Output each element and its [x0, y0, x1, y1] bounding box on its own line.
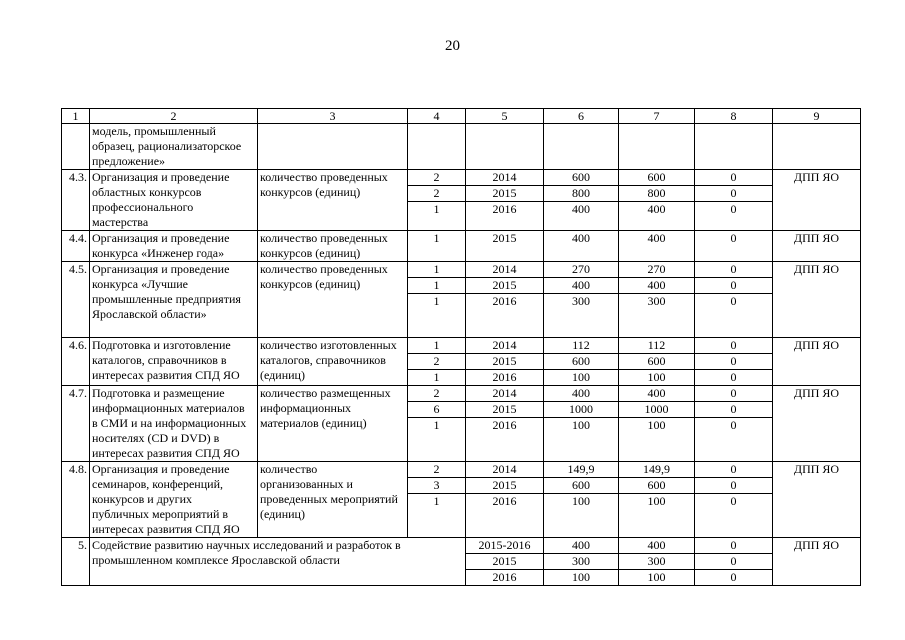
year-cell: 2015: [466, 478, 544, 494]
table-row: [62, 231, 861, 262]
row-number: 4.6.: [62, 338, 90, 386]
funding-source: ДПП ЯО: [773, 231, 861, 262]
row-number: 4.8.: [62, 462, 90, 538]
header-cell: 7: [619, 109, 695, 124]
amount-cell: 300: [619, 294, 695, 338]
row-number: 4.7.: [62, 386, 90, 462]
funding-source: ДПП ЯО: [773, 538, 861, 586]
continuation-text: модель, промышленный образец, рационализаторское предложение»: [90, 124, 258, 170]
indicator-value: 2: [408, 354, 466, 370]
amount-cell: 0: [695, 370, 773, 386]
amount-cell: 0: [695, 386, 773, 402]
amount-cell: 0: [695, 494, 773, 538]
indicator-value: 1: [408, 202, 466, 231]
funding-source: ДПП ЯО: [773, 262, 861, 338]
table-row: [62, 170, 861, 186]
amount-cell: 100: [544, 570, 619, 586]
indicator-name: количество проведенных конкурсов (единиц): [258, 170, 408, 231]
indicator-value: 1: [408, 418, 466, 462]
table-row: [62, 262, 861, 278]
header-row: [62, 109, 861, 124]
amount-cell: 600: [544, 170, 619, 186]
year-cell: 2016: [466, 418, 544, 462]
amount-cell: 0: [695, 478, 773, 494]
indicator-value: 1: [408, 294, 466, 338]
table-row: [62, 338, 861, 354]
amount-cell: 400: [544, 278, 619, 294]
amount-cell: 0: [695, 294, 773, 338]
amount-cell: 100: [544, 494, 619, 538]
amount-cell: 0: [695, 231, 773, 262]
amount-cell: 0: [695, 170, 773, 186]
year-cell: 2015: [466, 554, 544, 570]
amount-cell: 149,9: [544, 462, 619, 478]
amount-cell: 0: [695, 462, 773, 478]
indicator-value: 2: [408, 186, 466, 202]
year-cell: 2014: [466, 262, 544, 278]
funding-source: ДПП ЯО: [773, 170, 861, 231]
amount-cell: 800: [544, 186, 619, 202]
indicator-value: 3: [408, 478, 466, 494]
row-number: 4.4.: [62, 231, 90, 262]
measure-name: Организация и проведение конкурса «Лучшие промышленные предприятия Ярославской области»: [90, 262, 258, 338]
indicator-value: 1: [408, 494, 466, 538]
amount-cell: 0: [695, 354, 773, 370]
cell-empty: [408, 124, 466, 170]
amount-cell: 600: [544, 478, 619, 494]
amount-cell: 0: [695, 554, 773, 570]
table-row: [62, 462, 861, 478]
year-cell: 2016: [466, 294, 544, 338]
amount-cell: 600: [544, 354, 619, 370]
row-number: 5.: [62, 538, 90, 586]
funding-source: ДПП ЯО: [773, 462, 861, 538]
cell-empty: [62, 124, 90, 170]
amount-cell: 400: [544, 202, 619, 231]
amount-cell: 300: [619, 554, 695, 570]
year-cell: 2016: [466, 570, 544, 586]
year-cell: 2016: [466, 370, 544, 386]
amount-cell: 600: [619, 478, 695, 494]
indicator-name: количество проведенных конкурсов (единиц): [258, 262, 408, 338]
year-cell: 2015: [466, 402, 544, 418]
amount-cell: 100: [619, 494, 695, 538]
cell-empty: [466, 124, 544, 170]
row-number: 4.5.: [62, 262, 90, 338]
amount-cell: 1000: [544, 402, 619, 418]
amount-cell: 400: [544, 538, 619, 554]
header-cell: 1: [62, 109, 90, 124]
measure-name: Содействие развитию научных исследований и разработок в промышленном комплексе Ярославской области: [90, 538, 466, 586]
table-body: [62, 109, 861, 586]
measure-name: Организация и проведение областных конкурсов профессионального мастерства: [90, 170, 258, 231]
header-cell: 2: [90, 109, 258, 124]
indicator-value: 6: [408, 402, 466, 418]
indicator-value: 1: [408, 262, 466, 278]
amount-cell: 800: [619, 186, 695, 202]
amount-cell: 400: [544, 231, 619, 262]
cell-empty: [544, 124, 619, 170]
header-cell: 9: [773, 109, 861, 124]
amount-cell: 600: [619, 354, 695, 370]
amount-cell: 100: [619, 418, 695, 462]
cell-empty: [695, 124, 773, 170]
year-cell: 2015: [466, 231, 544, 262]
continuation-row: [62, 124, 861, 170]
year-cell: 2014: [466, 462, 544, 478]
indicator-value: 1: [408, 370, 466, 386]
amount-cell: 100: [619, 370, 695, 386]
amount-cell: 270: [544, 262, 619, 278]
cell-empty: [773, 124, 861, 170]
year-cell: 2015: [466, 186, 544, 202]
amount-cell: 0: [695, 278, 773, 294]
amount-cell: 100: [544, 418, 619, 462]
amount-cell: 400: [619, 231, 695, 262]
indicator-value: 2: [408, 170, 466, 186]
indicator-value: 2: [408, 462, 466, 478]
indicator-value: 1: [408, 278, 466, 294]
program-table: [61, 108, 861, 586]
header-cell: 5: [466, 109, 544, 124]
cell-empty: [619, 124, 695, 170]
amount-cell: 100: [544, 370, 619, 386]
amount-cell: 600: [619, 170, 695, 186]
row-number: 4.3.: [62, 170, 90, 231]
indicator-name: количество изготовленных каталогов, справочников (единиц): [258, 338, 408, 386]
amount-cell: 300: [544, 294, 619, 338]
table-row: [62, 538, 861, 554]
indicator-value: 2: [408, 386, 466, 402]
year-cell: 2014: [466, 338, 544, 354]
amount-cell: 300: [544, 554, 619, 570]
year-cell: 2016: [466, 202, 544, 231]
funding-source: ДПП ЯО: [773, 338, 861, 386]
amount-cell: 0: [695, 338, 773, 354]
amount-cell: 0: [695, 538, 773, 554]
amount-cell: 0: [695, 262, 773, 278]
amount-cell: 112: [544, 338, 619, 354]
amount-cell: 1000: [619, 402, 695, 418]
header-cell: 6: [544, 109, 619, 124]
indicator-value: 1: [408, 231, 466, 262]
amount-cell: 0: [695, 418, 773, 462]
indicator-name: количество размещенных информационных материалов (единиц): [258, 386, 408, 462]
amount-cell: 400: [619, 386, 695, 402]
amount-cell: 149,9: [619, 462, 695, 478]
year-cell: 2014: [466, 386, 544, 402]
amount-cell: 0: [695, 570, 773, 586]
header-cell: 8: [695, 109, 773, 124]
amount-cell: 400: [619, 278, 695, 294]
year-cell: 2015: [466, 278, 544, 294]
amount-cell: 100: [619, 570, 695, 586]
amount-cell: 0: [695, 202, 773, 231]
amount-cell: 0: [695, 186, 773, 202]
year-cell: 2014: [466, 170, 544, 186]
amount-cell: 270: [619, 262, 695, 278]
year-cell: 2015: [466, 354, 544, 370]
amount-cell: 0: [695, 402, 773, 418]
page-number: 20: [445, 38, 460, 54]
year-cell: 2015-2016: [466, 538, 544, 554]
amount-cell: 400: [619, 202, 695, 231]
measure-name: Организация и проведение конкурса «Инженер года»: [90, 231, 258, 262]
cell-empty: [258, 124, 408, 170]
table-row: [62, 386, 861, 402]
amount-cell: 400: [544, 386, 619, 402]
measure-name: Подготовка и изготовление каталогов, справочников в интересах развития СПД ЯО: [90, 338, 258, 386]
header-cell: 3: [258, 109, 408, 124]
indicator-value: 1: [408, 338, 466, 354]
indicator-name: количество проведенных конкурсов (единиц): [258, 231, 408, 262]
indicator-name: количество организованных и проведенных мероприятий (единиц): [258, 462, 408, 538]
year-cell: 2016: [466, 494, 544, 538]
amount-cell: 400: [619, 538, 695, 554]
measure-name: Организация и проведение семинаров, конференций, конкурсов и других публичных мероприятий в интересах развития СПД ЯО: [90, 462, 258, 538]
funding-source: ДПП ЯО: [773, 386, 861, 462]
measure-name: Подготовка и размещение информационных материалов в СМИ и на информационных носителях (CD и DVD) в интересах развития СПД ЯО: [90, 386, 258, 462]
amount-cell: 112: [619, 338, 695, 354]
header-cell: 4: [408, 109, 466, 124]
